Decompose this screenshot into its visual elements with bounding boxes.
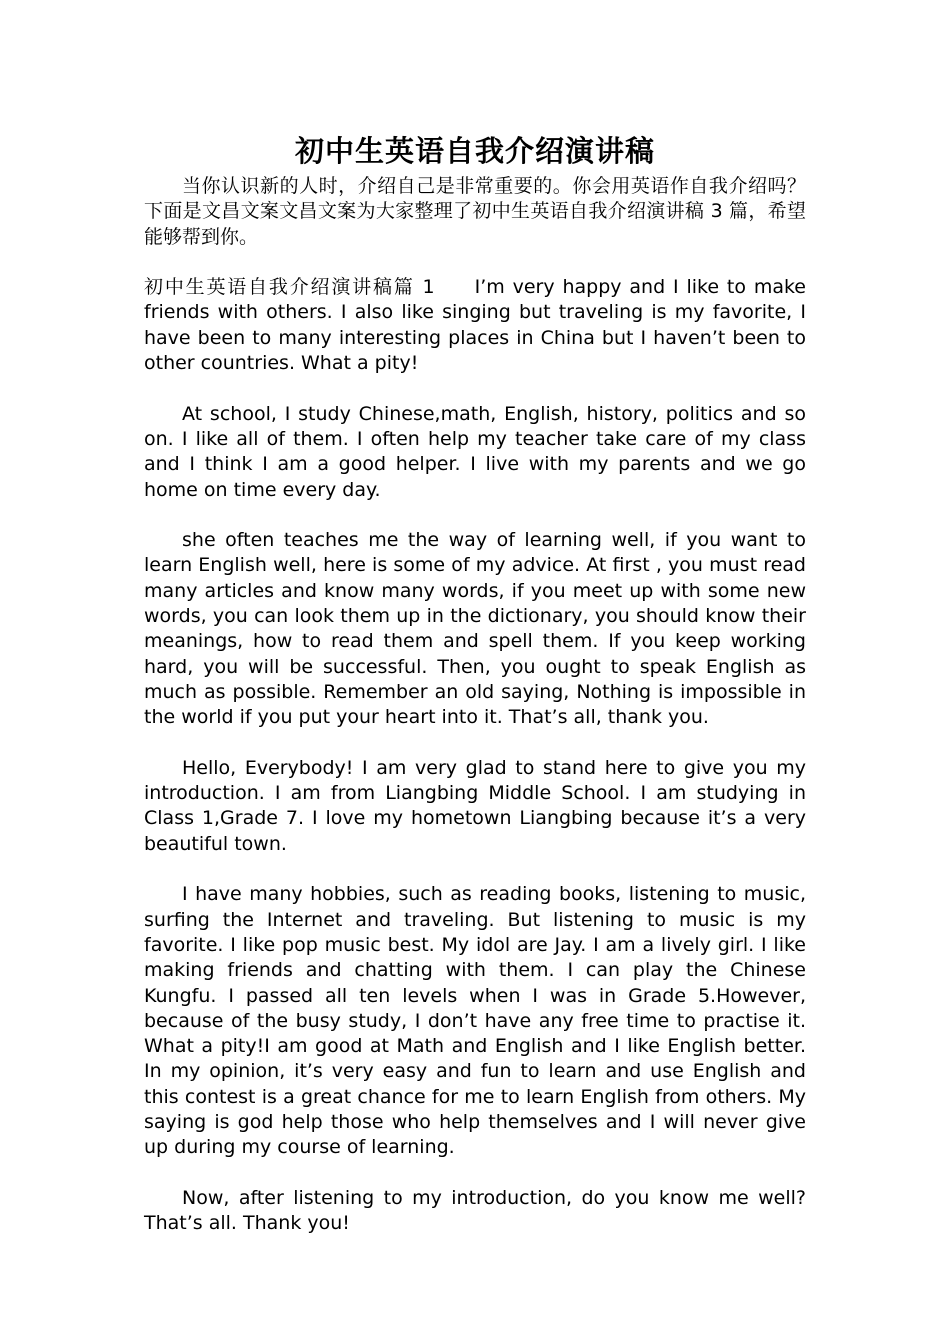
body-paragraph-4: Hello, Everybody! I am very glad to stand here to give you my introduction. I am from Liangbing Middle School. I am studying in Class 1,Grade 7. I love my hometown Liangbing because it’s a very beautiful town. — [144, 756, 806, 855]
body-paragraph-1: I’m very happy and I like to make friends with others. I also like singing but traveling is my favorite, I have been to many interesting places in China but I haven’t been to other countries. What a pity! — [144, 276, 806, 375]
section-1-paragraph — [144, 275, 806, 376]
paragraph-gap — [144, 250, 806, 275]
intro-paragraph: 当你认识新的人时，介绍自己是非常重要的。你会用英语作自我介绍吗？下面是文昌文案文昌文案为大家整理了初中生英语自我介绍演讲稿 3 篇，希望能够帮到你。 — [144, 175, 806, 248]
paragraph-gap — [144, 503, 806, 528]
document-title: 初中生英语自我介绍演讲稿 — [294, 134, 655, 168]
document-page — [144, 128, 806, 1236]
section-label: 初中生英语自我介绍演讲稿篇 1 — [144, 276, 435, 299]
paragraph-gap — [144, 1161, 806, 1186]
paragraph-gap — [144, 731, 806, 756]
paragraph-gap — [144, 857, 806, 882]
body-paragraph-3: she often teaches me the way of learning well, if you want to learn English well, here is some of my advice. At first , you must read many articles and know many words, if you meet up with some new words, you can look them up in the dictionary, you should know their meanings, how to read them and spell them. If you keep working hard, you will be successful. Then, you ought to speak English as much as possible. Remember an old saying, Nothing is impossible in the world if you put your heart into it. That’s all, thank you. — [144, 529, 806, 729]
body-paragraph-2: At school, I study Chinese,math, English, history, politics and so on. I like all of them. I often help my teacher take care of my class and I think I am a good helper. I live with my parents and we go home on time every day. — [144, 402, 806, 501]
body-paragraph-5: I have many hobbies, such as reading books, listening to music, surfing the Internet and traveling. But listening to music is my favorite. I like pop music best. My idol are Jay. I am a lively girl. I like making friends and chatting with them. I can play the Chinese Kungfu. I passed all ten levels when I was in Grade 5.However, because of the busy study, I don’t have any free time to practise it. What a pity!I am good at Math and English and I like English better. In my opinion, it’s very easy and fun to learn and use English and this contest is a great chance for me to learn English from others. My saying is god help those who help themselves and I will never give up during my course of learning. — [144, 883, 806, 1159]
body-paragraph-6: Now, after listening to my introduction, do you know me well? That’s all. Thank you! — [144, 1186, 806, 1235]
paragraph-gap — [144, 376, 806, 401]
